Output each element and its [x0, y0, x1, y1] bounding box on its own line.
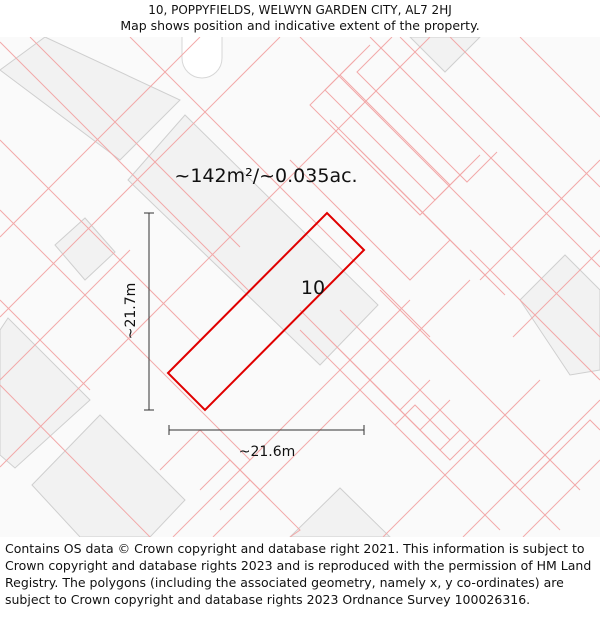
map-canvas — [0, 37, 600, 537]
copyright-notice: Contains OS data © Crown copyright and database right 2021. This information is subject to Crown copyright and database rights 2023 and is reproduced with the permission of HM Land Registry. The polygons (including the associated geometry, namely x, y co-ordinates) are subject to Crown copyright and database rights 2023 Ordnance Survey 100026316. — [5, 541, 592, 607]
property-address: 10, POPPYFIELDS, WELWYN GARDEN CITY, AL7 2HJ — [148, 3, 452, 17]
area-label: ~142m²/~0.035ac. — [174, 165, 358, 187]
map-view[interactable] — [0, 37, 600, 537]
plot-number-label: 10 — [300, 277, 326, 299]
road-turning-head — [182, 37, 222, 78]
map-subtitle: Map shows position and indicative extent of the property. — [120, 18, 480, 33]
height-dimension-label: ~21.7m — [123, 282, 139, 340]
width-dimension-label: ~21.6m — [238, 444, 296, 460]
